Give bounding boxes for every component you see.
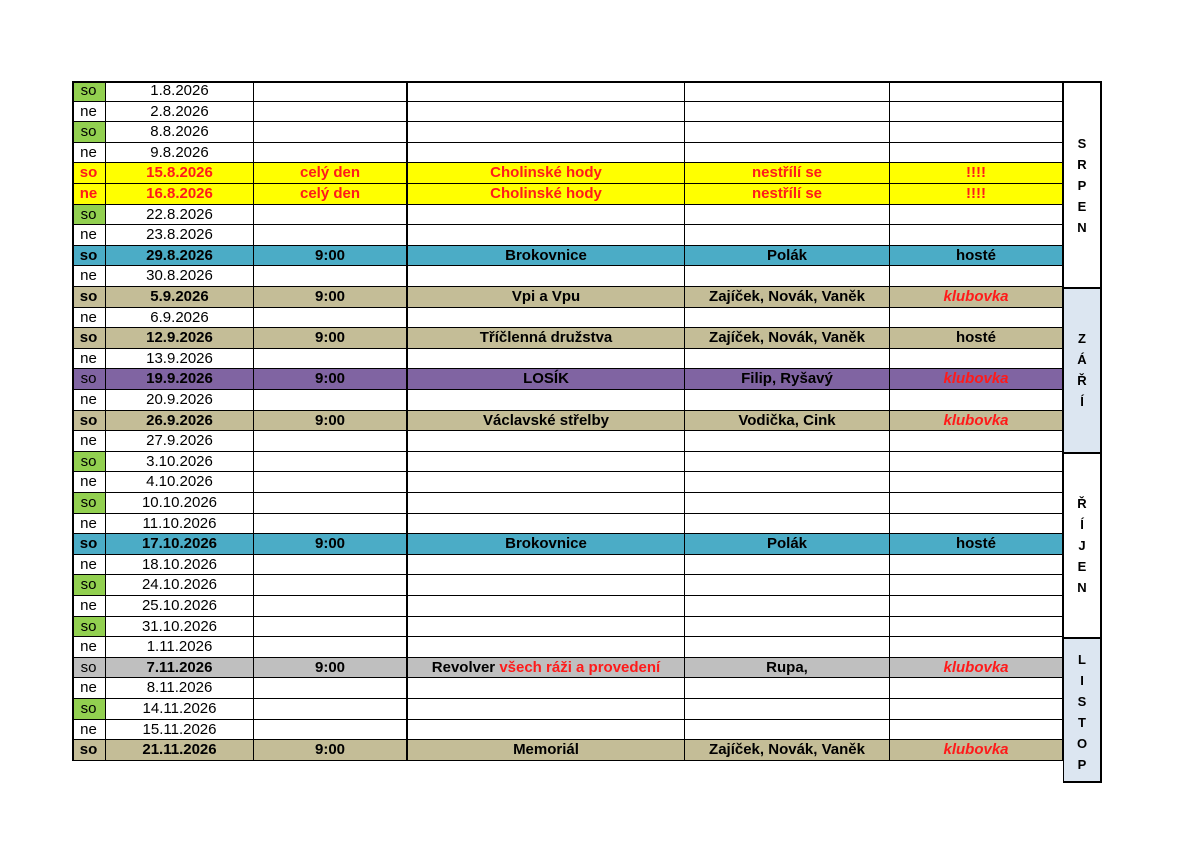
date-cell: 20.9.2026 xyxy=(106,390,254,411)
event-detail: všech ráži a provedení xyxy=(499,658,661,676)
table-row xyxy=(72,575,1063,596)
note-cell xyxy=(890,699,1063,720)
event-cell xyxy=(408,122,685,143)
people-cell: Polák xyxy=(685,534,890,555)
month-label xyxy=(1063,81,1102,289)
people-cell xyxy=(685,266,890,287)
time-cell: celý den xyxy=(254,184,408,205)
note-cell: hosté xyxy=(890,328,1063,349)
day-cell: so xyxy=(72,452,106,473)
people-cell: Zajíček, Novák, Vaněk xyxy=(685,740,890,761)
month-letter: Ř xyxy=(1077,373,1087,389)
event-cell xyxy=(408,349,685,370)
time-cell xyxy=(254,431,408,452)
note-cell xyxy=(890,102,1063,123)
event-cell xyxy=(408,328,685,349)
time-cell xyxy=(254,575,408,596)
time-cell xyxy=(254,143,408,164)
event-name: Brokovnice xyxy=(505,535,587,553)
date-cell: 10.10.2026 xyxy=(106,493,254,514)
people-cell xyxy=(685,555,890,576)
day-cell: so xyxy=(72,534,106,555)
date-cell: 27.9.2026 xyxy=(106,431,254,452)
date-cell: 29.8.2026 xyxy=(106,246,254,267)
people-cell xyxy=(685,143,890,164)
note-cell xyxy=(890,637,1063,658)
event-cell xyxy=(408,596,685,617)
date-cell: 22.8.2026 xyxy=(106,205,254,226)
day-cell: ne xyxy=(72,555,106,576)
table-row xyxy=(72,411,1063,432)
day-cell: ne xyxy=(72,349,106,370)
event-cell xyxy=(408,637,685,658)
date-cell: 18.10.2026 xyxy=(106,555,254,576)
day-cell: so xyxy=(72,658,106,679)
time-cell xyxy=(254,266,408,287)
event-name: Cholinské hody xyxy=(490,185,602,202)
table-row xyxy=(72,720,1063,741)
table-row xyxy=(72,266,1063,287)
day-cell: so xyxy=(72,122,106,143)
note-cell xyxy=(890,81,1063,102)
date-cell: 26.9.2026 xyxy=(106,411,254,432)
day-cell: so xyxy=(72,575,106,596)
note-cell xyxy=(890,596,1063,617)
time-cell xyxy=(254,720,408,741)
month-letter: Í xyxy=(1080,516,1084,532)
date-cell: 24.10.2026 xyxy=(106,575,254,596)
note-cell xyxy=(890,555,1063,576)
date-cell: 1.8.2026 xyxy=(106,81,254,102)
day-cell: ne xyxy=(72,637,106,658)
people-cell: Rupa, xyxy=(685,658,890,679)
date-cell: 1.11.2026 xyxy=(106,637,254,658)
event-cell xyxy=(408,617,685,638)
event-cell xyxy=(408,555,685,576)
note-cell xyxy=(890,720,1063,741)
event-cell xyxy=(408,493,685,514)
people-cell xyxy=(685,102,890,123)
note-cell: klubovka xyxy=(890,287,1063,308)
event-cell xyxy=(408,740,685,761)
date-cell: 12.9.2026 xyxy=(106,328,254,349)
day-cell: ne xyxy=(72,102,106,123)
month-letter: R xyxy=(1077,156,1087,172)
day-cell: so xyxy=(72,493,106,514)
day-cell: so xyxy=(72,81,106,102)
people-cell: Vodička, Cink xyxy=(685,411,890,432)
time-cell xyxy=(254,122,408,143)
day-cell: so xyxy=(72,328,106,349)
month-label xyxy=(1063,287,1102,454)
note-cell: !!!! xyxy=(890,184,1063,205)
note-cell xyxy=(890,452,1063,473)
table-row xyxy=(72,369,1063,390)
people-cell: nestřílí se xyxy=(685,184,890,205)
note-cell xyxy=(890,225,1063,246)
table-row xyxy=(72,472,1063,493)
event-cell xyxy=(408,678,685,699)
event-cell xyxy=(408,81,685,102)
month-letter: S xyxy=(1077,135,1087,151)
people-cell xyxy=(685,452,890,473)
time-cell xyxy=(254,699,408,720)
people-cell xyxy=(685,575,890,596)
table-row xyxy=(72,143,1063,164)
note-cell xyxy=(890,349,1063,370)
note-cell xyxy=(890,308,1063,329)
people-cell xyxy=(685,225,890,246)
people-cell xyxy=(685,637,890,658)
day-cell: ne xyxy=(72,266,106,287)
note-cell xyxy=(890,143,1063,164)
time-cell xyxy=(254,514,408,535)
table-row xyxy=(72,102,1063,123)
time-cell xyxy=(254,472,408,493)
day-cell: ne xyxy=(72,678,106,699)
month-letter: Z xyxy=(1078,331,1086,347)
event-cell xyxy=(408,266,685,287)
people-cell xyxy=(685,81,890,102)
day-cell: so xyxy=(72,287,106,308)
month-letter: J xyxy=(1078,537,1086,553)
time-cell xyxy=(254,493,408,514)
event-cell xyxy=(408,205,685,226)
event-cell xyxy=(408,184,685,205)
day-cell: so xyxy=(72,411,106,432)
month-label xyxy=(1063,637,1102,783)
note-cell xyxy=(890,514,1063,535)
month-letter: N xyxy=(1077,219,1087,235)
people-cell xyxy=(685,472,890,493)
people-cell xyxy=(685,699,890,720)
note-cell xyxy=(890,617,1063,638)
month-label xyxy=(1063,452,1102,639)
table-row xyxy=(72,493,1063,514)
table-row xyxy=(72,328,1063,349)
event-cell xyxy=(408,225,685,246)
table-row xyxy=(72,699,1063,720)
month-letter: Á xyxy=(1077,352,1087,368)
note-cell: hosté xyxy=(890,534,1063,555)
table-row xyxy=(72,225,1063,246)
month-letter: I xyxy=(1080,673,1084,689)
table-row xyxy=(72,678,1063,699)
table-row xyxy=(72,122,1063,143)
people-cell xyxy=(685,431,890,452)
date-cell: 30.8.2026 xyxy=(106,266,254,287)
people-cell: Zajíček, Novák, Vaněk xyxy=(685,287,890,308)
event-name: Cholinské hody xyxy=(490,164,602,182)
date-cell: 2.8.2026 xyxy=(106,102,254,123)
table-row xyxy=(72,596,1063,617)
date-cell: 5.9.2026 xyxy=(106,287,254,308)
note-cell: !!!! xyxy=(890,163,1063,184)
table-row xyxy=(72,534,1063,555)
people-cell xyxy=(685,493,890,514)
table-row xyxy=(72,617,1063,638)
people-cell xyxy=(685,390,890,411)
month-letter: E xyxy=(1077,198,1087,214)
day-cell: ne xyxy=(72,225,106,246)
time-cell xyxy=(254,596,408,617)
date-cell: 19.9.2026 xyxy=(106,369,254,390)
people-cell xyxy=(685,308,890,329)
date-cell: 4.10.2026 xyxy=(106,472,254,493)
time-cell xyxy=(254,555,408,576)
table-row xyxy=(72,81,1063,102)
table-row xyxy=(72,184,1063,205)
day-cell: ne xyxy=(72,143,106,164)
month-letter: P xyxy=(1077,757,1087,773)
table-row xyxy=(72,390,1063,411)
event-cell xyxy=(408,472,685,493)
table-row xyxy=(72,555,1063,576)
table-row xyxy=(72,514,1063,535)
day-cell: ne xyxy=(72,390,106,411)
event-name: Brokovnice xyxy=(505,246,587,264)
event-cell xyxy=(408,308,685,329)
date-cell: 21.11.2026 xyxy=(106,740,254,761)
day-cell: ne xyxy=(72,596,106,617)
table-row xyxy=(72,740,1063,761)
date-cell: 15.8.2026 xyxy=(106,163,254,184)
people-cell: Zajíček, Novák, Vaněk xyxy=(685,328,890,349)
day-cell: so xyxy=(72,740,106,761)
event-cell xyxy=(408,287,685,308)
table-row xyxy=(72,452,1063,473)
time-cell xyxy=(254,81,408,102)
table-row xyxy=(72,205,1063,226)
event-cell xyxy=(408,514,685,535)
note-cell xyxy=(890,493,1063,514)
table-row xyxy=(72,431,1063,452)
date-cell: 13.9.2026 xyxy=(106,349,254,370)
day-cell: ne xyxy=(72,514,106,535)
event-cell xyxy=(408,102,685,123)
date-cell: 7.11.2026 xyxy=(106,658,254,679)
day-cell: so xyxy=(72,699,106,720)
event-cell xyxy=(408,575,685,596)
people-cell: Filip, Ryšavý xyxy=(685,369,890,390)
event-name: Memoriál xyxy=(513,741,579,759)
month-letter: Í xyxy=(1080,394,1084,410)
time-cell: 9:00 xyxy=(254,740,408,761)
note-cell: klubovka xyxy=(890,740,1063,761)
time-cell: celý den xyxy=(254,163,408,184)
day-cell: so xyxy=(72,163,106,184)
event-cell xyxy=(408,534,685,555)
event-name: Vpi a Vpu xyxy=(511,288,581,305)
date-cell: 17.10.2026 xyxy=(106,534,254,555)
time-cell xyxy=(254,349,408,370)
note-cell xyxy=(890,390,1063,411)
time-cell: 9:00 xyxy=(254,328,408,349)
people-cell xyxy=(685,514,890,535)
month-letter: S xyxy=(1077,694,1087,710)
time-cell: 9:00 xyxy=(254,534,408,555)
day-cell: ne xyxy=(72,472,106,493)
note-cell xyxy=(890,431,1063,452)
note-cell xyxy=(890,575,1063,596)
event-cell xyxy=(408,452,685,473)
note-cell: klubovka xyxy=(890,411,1063,432)
people-cell xyxy=(685,349,890,370)
note-cell: hosté xyxy=(890,246,1063,267)
people-cell: nestřílí se xyxy=(685,163,890,184)
event-name: Václavské střelby xyxy=(483,411,609,429)
people-cell xyxy=(685,720,890,741)
date-cell: 23.8.2026 xyxy=(106,225,254,246)
time-cell xyxy=(254,617,408,638)
time-cell xyxy=(254,308,408,329)
people-cell xyxy=(685,617,890,638)
table-row xyxy=(72,287,1063,308)
date-cell: 3.10.2026 xyxy=(106,452,254,473)
table-row xyxy=(72,246,1063,267)
month-letter: E xyxy=(1077,558,1087,574)
event-cell xyxy=(408,699,685,720)
time-cell: 9:00 xyxy=(254,287,408,308)
people-cell: Polák xyxy=(685,246,890,267)
note-cell xyxy=(890,472,1063,493)
event-cell xyxy=(408,411,685,432)
people-cell xyxy=(685,205,890,226)
month-letter: O xyxy=(1076,736,1088,752)
time-cell xyxy=(254,102,408,123)
month-letter: P xyxy=(1077,177,1087,193)
table-row xyxy=(72,658,1063,679)
month-letter: Ř xyxy=(1077,495,1087,511)
date-cell: 6.9.2026 xyxy=(106,308,254,329)
date-cell: 25.10.2026 xyxy=(106,596,254,617)
event-cell xyxy=(408,143,685,164)
table-row xyxy=(72,637,1063,658)
date-cell: 9.8.2026 xyxy=(106,143,254,164)
time-cell xyxy=(254,452,408,473)
note-cell xyxy=(890,205,1063,226)
day-cell: ne xyxy=(72,720,106,741)
month-letter: L xyxy=(1078,652,1086,668)
time-cell xyxy=(254,678,408,699)
note-cell xyxy=(890,266,1063,287)
time-cell: 9:00 xyxy=(254,411,408,432)
people-cell xyxy=(685,122,890,143)
event-cell xyxy=(408,246,685,267)
day-cell: so xyxy=(72,617,106,638)
time-cell xyxy=(254,205,408,226)
people-cell xyxy=(685,678,890,699)
month-letter: N xyxy=(1077,579,1087,595)
date-cell: 11.10.2026 xyxy=(106,514,254,535)
table-row xyxy=(72,163,1063,184)
event-cell xyxy=(408,658,685,679)
event-cell xyxy=(408,390,685,411)
note-cell: klubovka xyxy=(890,658,1063,679)
note-cell xyxy=(890,678,1063,699)
table-row xyxy=(72,349,1063,370)
note-cell: klubovka xyxy=(890,369,1063,390)
time-cell xyxy=(254,225,408,246)
event-cell xyxy=(408,369,685,390)
event-cell xyxy=(408,163,685,184)
event-name: Tříčlenná družstva xyxy=(479,329,613,347)
time-cell: 9:00 xyxy=(254,369,408,390)
day-cell: ne xyxy=(72,184,106,205)
time-cell: 9:00 xyxy=(254,246,408,267)
event-name: LOSÍK xyxy=(523,370,569,388)
date-cell: 31.10.2026 xyxy=(106,617,254,638)
day-cell: so xyxy=(72,246,106,267)
date-cell: 16.8.2026 xyxy=(106,184,254,205)
date-cell: 14.11.2026 xyxy=(106,699,254,720)
date-cell: 8.8.2026 xyxy=(106,122,254,143)
time-cell: 9:00 xyxy=(254,658,408,679)
time-cell xyxy=(254,390,408,411)
event-name: Revolver xyxy=(431,658,500,676)
day-cell: so xyxy=(72,205,106,226)
event-cell xyxy=(408,720,685,741)
month-letter: T xyxy=(1078,715,1086,731)
day-cell: so xyxy=(72,369,106,390)
day-cell: ne xyxy=(72,308,106,329)
event-cell xyxy=(408,431,685,452)
time-cell xyxy=(254,637,408,658)
table-row xyxy=(72,308,1063,329)
date-cell: 8.11.2026 xyxy=(106,678,254,699)
date-cell: 15.11.2026 xyxy=(106,720,254,741)
day-cell: ne xyxy=(72,431,106,452)
calendar-sheet xyxy=(72,81,1102,773)
note-cell xyxy=(890,122,1063,143)
people-cell xyxy=(685,596,890,617)
